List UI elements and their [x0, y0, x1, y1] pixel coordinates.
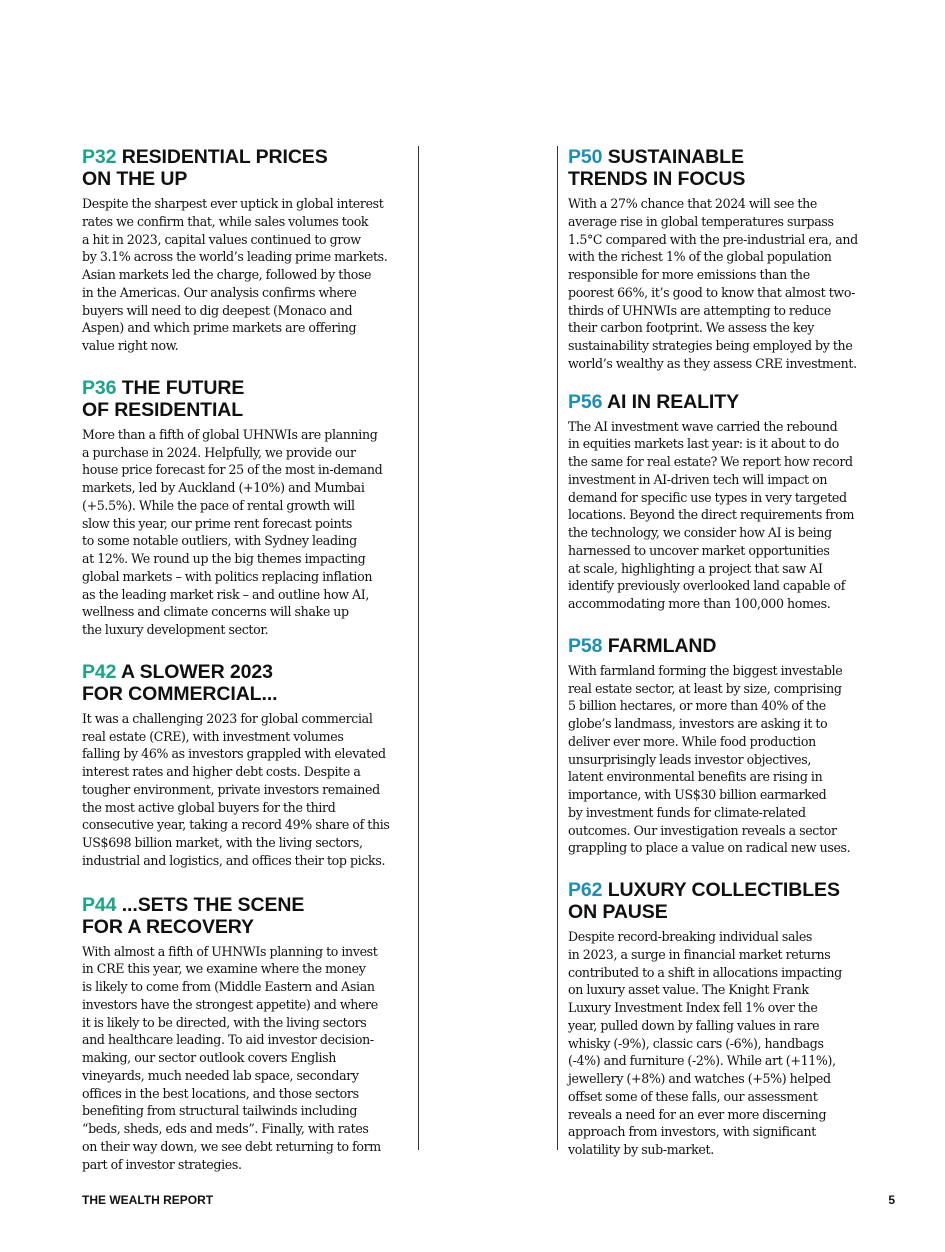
article-teaser	[568, 879, 898, 1159]
body-line: benefiting from structural tailwinds including	[82, 1103, 358, 1119]
body-line: and healthcare leading. To aid investor decision-	[82, 1032, 374, 1048]
body-line: in equities markets last year: is it about to do	[568, 436, 839, 452]
body-line: their carbon footprint. We assess the key	[568, 320, 815, 336]
body-line: With farmland forming the biggest investable	[568, 662, 843, 678]
page-reference: P32	[82, 146, 117, 168]
body-line: deliver ever more. While food production	[568, 733, 816, 749]
right-column	[568, 146, 898, 1159]
teaser-title-line: RESIDENTIAL PRICES	[121, 146, 328, 168]
body-line: the most active global buyers for the third	[82, 799, 336, 815]
body-line: falling by 46% as investors grappled with elevated	[82, 746, 386, 762]
body-line: “beds, sheds, eds and meds”. Finally, with rates	[82, 1121, 369, 1136]
body-line: volatility by sub-market.	[568, 1142, 714, 1157]
body-line: part of investor strategies.	[82, 1156, 242, 1172]
body-line: importance, with US$30 billion earmarked	[568, 787, 827, 802]
teaser-title-line: THE FUTURE	[121, 376, 245, 399]
body-line: 1.5°C compared with the pre-industrial era, and	[568, 231, 858, 247]
teaser-title-line: SUSTAINABLE	[607, 146, 744, 168]
body-line: jewellery (+8%) and watches (+5%) helped	[568, 1071, 831, 1086]
body-line: with the richest 1% of the global population	[568, 249, 832, 265]
body-line: on their way down, we see debt returning to form	[82, 1138, 381, 1154]
body-line: is likely to come from (Middle Eastern and Asian	[82, 979, 375, 994]
page-reference: P36	[82, 376, 117, 399]
body-line: real estate sector, at least by size, comprising	[568, 680, 842, 696]
body-line: whisky (-9%), classic cars (-6%), handbags	[568, 1035, 824, 1051]
body-line: industrial and logistics, and offices their top picks.	[82, 852, 386, 868]
teaser-title-line: AI IN REALITY	[607, 390, 739, 413]
teaser-heading	[82, 146, 412, 190]
body-line: locations. Beyond the direct requirements from	[568, 507, 855, 523]
body-line: in 2023, a surge in financial market returns	[568, 946, 831, 962]
report-title: THE WEALTH REPORT	[82, 1193, 214, 1207]
body-line: the same for real estate? We report how record	[568, 454, 853, 469]
teaser-title-line: FOR COMMERCIAL...	[82, 682, 278, 705]
article-teaser	[82, 661, 412, 870]
body-line: approach from investors, with significant	[568, 1124, 816, 1140]
body-line: demand for specific use types in very targeted	[568, 489, 847, 505]
body-line: in the Americas. Our analysis confirms where	[82, 284, 357, 300]
body-line: making, our sector outlook covers English	[82, 1050, 337, 1065]
body-line: identify previously overlooked land capable of	[568, 578, 846, 594]
body-line: investors have the strongest appetite) and where	[82, 996, 378, 1012]
body-line: sustainability strategies being employed by the	[568, 338, 853, 353]
page-reference: P56	[568, 390, 603, 413]
body-line: contributed to a shift in allocations impacting	[568, 964, 842, 980]
body-line: interest rates and higher debt costs. Despite a	[82, 764, 361, 779]
article-teaser	[82, 894, 412, 1174]
teaser-title-line: TRENDS IN FOCUS	[568, 168, 746, 190]
body-line: in CRE this year, we examine where the money	[82, 961, 366, 977]
teaser-body	[568, 195, 898, 373]
body-line: accommodating more than 100,000 homes.	[568, 596, 831, 611]
body-line: Aspen) and which prime markets are offering	[82, 320, 357, 336]
teaser-title-line: FOR A RECOVERY	[82, 915, 254, 938]
body-line: investment in AI-driven tech will impact on	[568, 471, 828, 487]
body-line: by 3.1% across the world’s leading prime markets.	[82, 249, 388, 265]
body-line: tougher environment, private investors remained	[82, 781, 380, 797]
body-line: The AI investment wave carried the rebound	[568, 418, 838, 434]
body-line: it is likely to be directed, with the living sectors	[82, 1014, 367, 1030]
body-line: reveals a need for an ever more discerning	[568, 1106, 827, 1122]
body-line: the luxury development sector.	[82, 622, 269, 637]
body-line: wellness and climate concerns will shake up	[82, 604, 349, 620]
body-line: vineyards, much needed lab space, secondary	[82, 1067, 359, 1083]
teaser-title-line: ON THE UP	[82, 168, 188, 190]
page-reference: P58	[568, 634, 603, 657]
teaser-title-line: OF RESIDENTIAL	[82, 398, 244, 421]
column-divider-left	[418, 146, 419, 1150]
body-line: (+5.5%). While the pace of rental growth will	[82, 497, 355, 513]
body-line: to some notable outliers, with Sydney leading	[82, 533, 357, 549]
body-line: the technology, we consider how AI is being	[568, 525, 832, 540]
page-reference: P62	[568, 879, 603, 901]
body-line: buyers will need to dig deepest (Monaco and	[82, 302, 353, 318]
body-line: US$698 billion market, with the living sectors,	[82, 835, 363, 850]
body-line: consecutive year, taking a record 49% share of this	[82, 817, 390, 833]
body-line: by investment funds for climate-related	[568, 804, 806, 820]
teaser-heading	[568, 635, 898, 657]
teaser-body	[568, 662, 898, 857]
body-line: With almost a fifth of UHNWIs planning to invest	[82, 943, 378, 959]
teaser-title-line: LUXURY COLLECTIBLES	[607, 879, 840, 901]
body-line: global markets – with politics replacing inflation	[82, 568, 373, 584]
body-line: a hit in 2023, capital values continued to grow	[82, 231, 361, 247]
body-line: slow this year, our prime rent forecast points	[82, 515, 353, 531]
article-teaser	[82, 377, 412, 639]
teaser-body	[82, 195, 412, 355]
page-reference: P42	[82, 660, 117, 683]
body-line: house price forecast for 25 of the most in-demand	[82, 462, 383, 478]
body-line: responsible for more emissions than the	[568, 267, 810, 282]
body-line: thirds of UHNWIs are attempting to reduce	[568, 302, 831, 318]
article-teaser	[82, 146, 412, 355]
body-line: Asian markets led the charge, followed by those	[82, 267, 372, 282]
left-column	[82, 146, 412, 1173]
body-line: value right now.	[82, 338, 179, 353]
teaser-title-line: FARMLAND	[607, 634, 717, 657]
teaser-heading	[568, 146, 898, 190]
teaser-body	[568, 928, 898, 1159]
body-line: unsurprisingly leads investor objectives,	[568, 751, 812, 767]
teaser-heading	[82, 894, 412, 938]
body-line: markets, led by Auckland (+10%) and Mumbai	[82, 480, 365, 495]
body-line: globe’s landmass, investors are asking it to	[568, 716, 828, 731]
body-line: at 12%. We round up the big themes impacting	[82, 551, 366, 566]
body-line: at scale, highlighting a project that saw AI	[568, 560, 823, 576]
article-teaser	[568, 146, 898, 373]
body-line: a purchase in 2024. Helpfully, we provide our	[82, 444, 356, 460]
body-line: Despite record-breaking individual sales	[568, 929, 813, 944]
body-line: average rise in global temperatures surpass	[568, 213, 834, 229]
article-teaser	[568, 635, 898, 857]
body-line: (-4%) and furniture (-2%). While art (+11%),	[568, 1053, 836, 1069]
body-line: It was a challenging 2023 for global commercial	[82, 710, 373, 726]
teaser-title-line: ON PAUSE	[568, 901, 668, 923]
teaser-heading	[82, 377, 412, 421]
page-number: 5	[888, 1193, 895, 1207]
body-line: year, pulled down by falling values in rare	[568, 1017, 820, 1033]
body-line: grappling to place a value on radical new uses.	[568, 840, 851, 856]
body-line: More than a fifth of global UHNWIs are planning	[82, 426, 378, 442]
body-line: poorest 66%, it’s good to know that almost two-	[568, 284, 855, 300]
column-divider-right	[557, 146, 558, 1150]
article-teaser	[568, 391, 898, 613]
body-line: offices in the best locations, and those sectors	[82, 1085, 359, 1101]
teaser-body	[82, 710, 412, 870]
teaser-heading	[568, 879, 898, 923]
body-line: Luxury Investment Index fell 1% over the	[568, 1000, 818, 1015]
teaser-title-line: ...SETS THE SCENE	[121, 893, 305, 916]
teaser-heading	[568, 391, 898, 413]
body-line: real estate (CRE), with investment volumes	[82, 728, 344, 744]
body-line: offset some of these falls, our assessment	[568, 1088, 818, 1104]
teaser-heading	[82, 661, 412, 705]
body-line: 5 billion hectares, or more than 40% of the	[568, 698, 826, 714]
page-reference: P44	[82, 893, 117, 916]
body-line: latent environmental benefits are rising in	[568, 769, 823, 785]
teaser-body	[82, 426, 412, 639]
body-line: rates we confirm that, while sales volumes took	[82, 213, 369, 229]
body-line: on luxury asset value. The Knight Frank	[568, 982, 809, 998]
body-line: With a 27% chance that 2024 will see the	[568, 196, 817, 211]
page-reference: P50	[568, 146, 603, 168]
body-line: harnessed to uncover market opportunities	[568, 542, 830, 558]
teaser-body	[568, 418, 898, 613]
teaser-body	[82, 943, 412, 1174]
teaser-title-line: A SLOWER 2023	[121, 660, 273, 683]
body-line: outcomes. Our investigation reveals a sector	[568, 822, 837, 838]
body-line: as the leading market risk – and outline how AI,	[82, 586, 370, 602]
body-line: Despite the sharpest ever uptick in global interest	[82, 196, 384, 211]
body-line: world’s wealthy as they assess CRE investment.	[568, 355, 857, 371]
